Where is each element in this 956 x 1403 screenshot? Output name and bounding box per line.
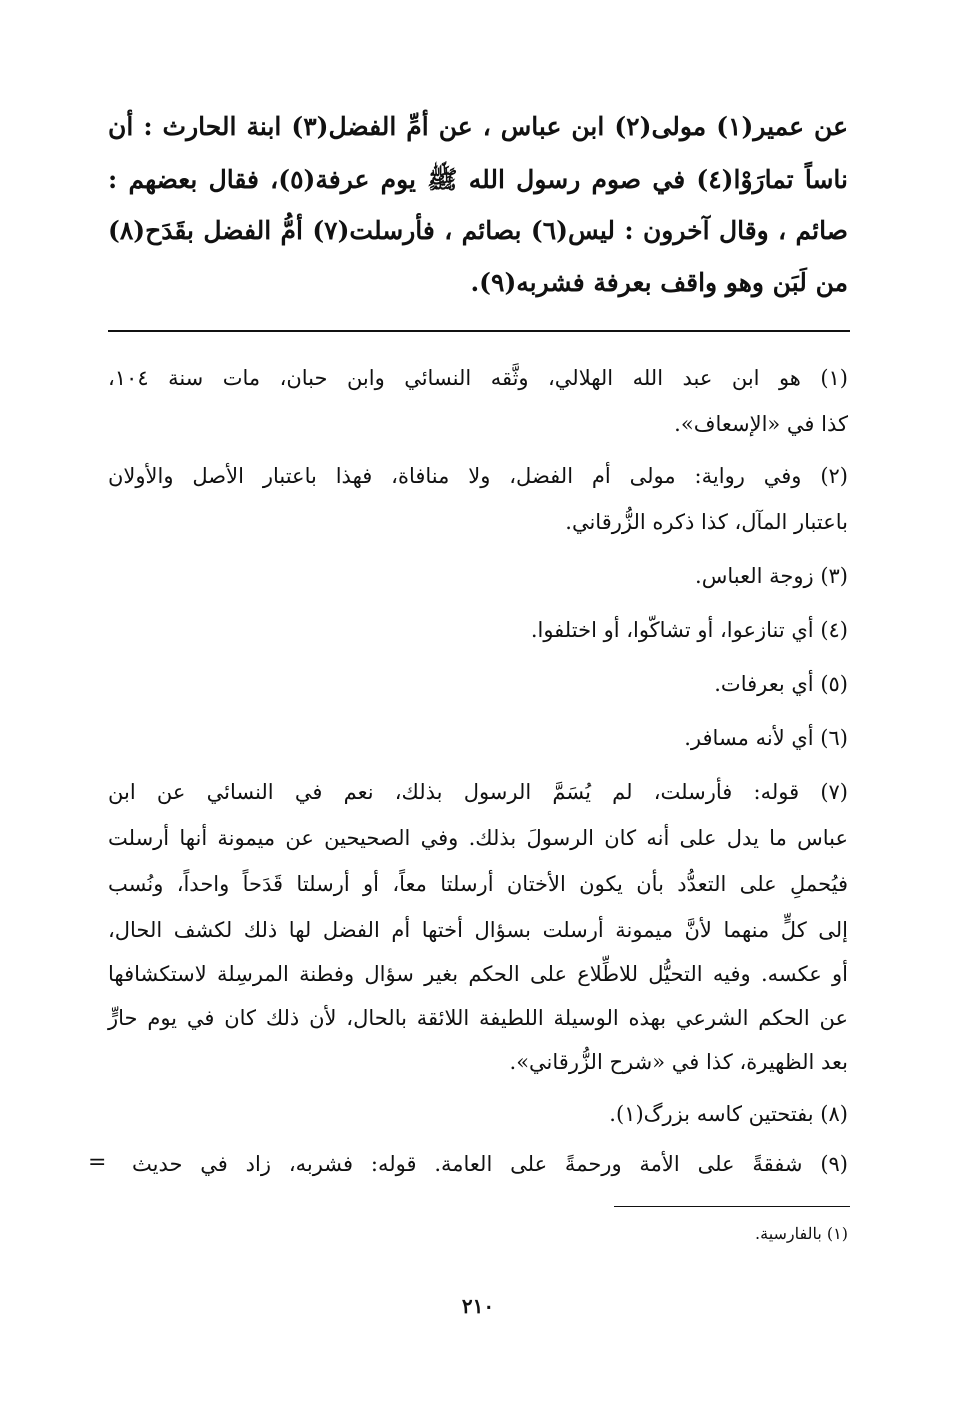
note-7-line-6: عن الحكم الشرعي بهذه الوسيلة اللطيفة اللائقة بالحال، لأن ذلك كان في يوم حارٍّ	[108, 1006, 848, 1030]
footnote-1: (١) بالفارسية.	[755, 1224, 848, 1243]
note-7-line-2: عباس ما يدل على أنه كان الرسولَ بذلك. وفي الصحيحين عن ميمونة أنها أرسلت	[108, 826, 848, 850]
note-7-line-7: بعد الظهيرة، كذا في «شرح الزُّرقاني».	[509, 1050, 848, 1074]
note-7-line-5: أو عكسه. وفيه التحيُّل للاطِّلاع على الحكم بغير سؤال وفطنة المرسِلة لاستكشافها	[108, 962, 848, 986]
main-text-line-4: من لَبَن وهو واقف بعرفة فشربه(٩).	[470, 268, 848, 297]
note-8: (٨) بفتحتين كاسه بزرگ(١).	[609, 1102, 848, 1126]
note-4: (٤) أي تنازعوا، أو تشاكّوا، أو اختلفوا.	[530, 618, 848, 642]
note-2-line-1: (٢) وفي رواية: مولى أم الفضل، ولا منافاة، فهذا باعتبار الأصل والأولان	[108, 464, 848, 488]
main-text-line-1: عن عمير(١) مولى(٢) ابن عباس ، عن أمِّ الفضل(٣) ابنة الحارث : أن	[108, 112, 848, 141]
note-1-line-2: كذا في «الإسعاف».	[674, 412, 848, 436]
note-2-line-2: باعتبار المآل، كذا ذكره الزُّرقاني.	[565, 510, 848, 534]
note-3: (٣) زوجة العباس.	[695, 564, 848, 588]
note-7-line-3: فيُحملِ على التعدُّد بأن يكون الأختان أرسلتا معاً، أو أرسلتا قَدَحاً واحداً، ونُسب	[108, 872, 848, 896]
note-7-line-1: (٧) قوله: فأرسلت، لم يُسَمَّ الرسول بذلك، نعم في النسائي عن ابن	[108, 780, 848, 804]
note-9: (٩) شفقةً على الأمة ورحمةً على العامة. قوله: فشربه، زاد في حديث	[132, 1152, 848, 1176]
main-text-line-3: صائم ، وقال آخرون : ليس(٦) بصائم ، فأرسلت(٧) أمُّ الفضل بقَدَح(٨)	[108, 216, 848, 245]
main-notes-divider	[108, 330, 850, 332]
main-text-line-2: ناساً تمارَوْا(٤) في صوم رسول الله ﷺ يوم عرفة(٥)، فقال بعضهم :	[108, 165, 848, 194]
note-7-line-4: إلى كلٍّ منهما لأنَّ ميمونة أرسلت بسؤال أختها أم الفضل لها ذلك لكشف الحال،	[108, 918, 848, 942]
page-number: ٢١٠	[461, 1294, 495, 1318]
continuation-marker: =	[88, 1150, 107, 1175]
note-6: (٦) أي لأنه مسافر.	[684, 726, 848, 750]
note-5: (٥) أي بعرفات.	[714, 672, 848, 696]
footnote-divider	[614, 1206, 850, 1207]
note-1-line-1: (١) هو ابن عبد الله الهلالي، وثَّقه النسائي وابن حبان، مات سنة ١٠٤،	[108, 366, 848, 390]
